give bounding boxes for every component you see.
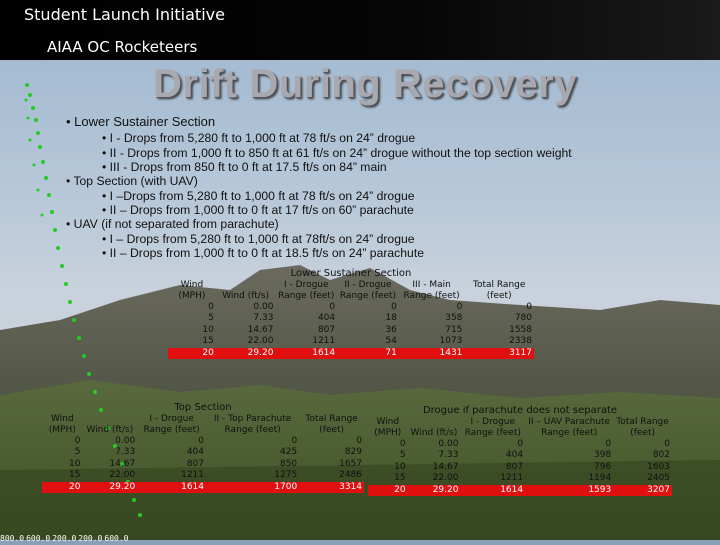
lower-table-cell: 0 bbox=[526, 301, 532, 312]
uav-header-wind-fts: Wind (ft/s) bbox=[410, 427, 458, 438]
top-table-cell: 1614 bbox=[137, 482, 206, 494]
bullet-uav-1: • I – Drops from 5,280 ft to 1,000 ft at 78ft/s on 24” drogue bbox=[102, 232, 415, 246]
top-table-cell: 425 bbox=[279, 447, 298, 458]
uav-table-cell: 1194 bbox=[588, 473, 612, 484]
top-table-cell: 5 bbox=[74, 447, 81, 458]
top-table-cell: 7.33 bbox=[115, 447, 136, 458]
bullet-top-2: • II – Drops from 1,000 ft to 0 ft at 17 ft/s on 60” parachute bbox=[102, 203, 414, 217]
uav-table-cell: 802 bbox=[652, 450, 670, 461]
uav-table-cell: 5 bbox=[399, 450, 406, 461]
top-table-cell: 0.00 bbox=[115, 435, 136, 446]
uav-table-cell: 398 bbox=[594, 450, 612, 461]
top-table-cell: 0 bbox=[74, 435, 81, 446]
uav-table-cell: 1593 bbox=[525, 485, 613, 497]
lower-table-cell: 0 bbox=[391, 301, 397, 312]
top-table-cell: 29.20 bbox=[83, 482, 138, 494]
lower-table-cell: 7.33 bbox=[253, 313, 274, 324]
bullet-top-text: Top Section (with UAV) bbox=[73, 174, 198, 188]
lower-header-drogue-1: I - Drogue Range (feet) bbox=[278, 279, 335, 301]
uav-table-cell: 0 bbox=[605, 438, 612, 449]
uav-table-cell: 1603 bbox=[647, 461, 670, 472]
top-table-cell: 14.67 bbox=[109, 458, 136, 469]
uav-header-total: Total Range (feet) bbox=[616, 416, 669, 438]
lower-table-row bbox=[168, 336, 534, 348]
bullet-top-2-text: II – Drops from 1,000 ft to 0 ft at 17 ft/s on 60” parachute bbox=[109, 203, 414, 217]
uav-table-cell: 29.20 bbox=[408, 485, 461, 497]
uav-table-cell: 20 bbox=[368, 485, 408, 497]
uav-header-drogue: I - Drogue Range (feet) bbox=[464, 416, 521, 438]
lower-table-cell: 807 bbox=[317, 324, 336, 335]
lower-table-cell: 36 bbox=[385, 324, 397, 335]
top-table-cell: 829 bbox=[344, 447, 362, 458]
lower-table-cell: 29.20 bbox=[216, 348, 276, 360]
top-table-cell: 1657 bbox=[339, 458, 362, 469]
lower-header-total: Total Range (feet) bbox=[473, 279, 526, 301]
bullet-lower-3-text: III - Drops from 850 ft to 0 ft at 17.5 ft/s on 84” main bbox=[109, 160, 387, 174]
top-table-row bbox=[42, 436, 364, 448]
top-header-wind-fts: Wind (ft/s) bbox=[86, 424, 134, 435]
bullet-uav-2-text: II – Drops from 1,000 ft to 0 ft at 18.5 ft/s on 24” parachute bbox=[109, 246, 424, 260]
uav-table-row bbox=[368, 473, 672, 485]
uav-table-cell: 7.33 bbox=[438, 450, 459, 461]
bullet-top: • Top Section (with UAV) bbox=[66, 174, 198, 188]
uav-table-cell: 0 bbox=[664, 438, 670, 449]
uav-table-row bbox=[368, 462, 672, 474]
uav-table-cell: 796 bbox=[594, 461, 612, 472]
uav-table-caption: Drogue if parachute does not separate bbox=[422, 405, 618, 417]
uav-table-cell: 0 bbox=[517, 438, 524, 449]
bullet-lower-text: Lower Sustainer Section bbox=[74, 114, 216, 129]
uav-table-cell: 1211 bbox=[500, 473, 524, 484]
top-table-row bbox=[42, 459, 364, 471]
lower-table-cell: 3117 bbox=[464, 348, 534, 360]
top-table-cell: 0 bbox=[198, 435, 205, 446]
uav-table-cell: 2405 bbox=[647, 473, 670, 484]
uav-table-cell: 14.67 bbox=[432, 461, 459, 472]
lower-table-cell: 1614 bbox=[275, 348, 337, 360]
uav-table-cell: 807 bbox=[505, 461, 524, 472]
lower-table-cell: 358 bbox=[445, 313, 463, 324]
axis-tick-label: 600.0 bbox=[26, 534, 51, 543]
top-table-cell: 3314 bbox=[299, 482, 364, 494]
top-table-cell: 1275 bbox=[274, 470, 298, 481]
axis-strip bbox=[0, 526, 300, 543]
bullet-lower: • Lower Sustainer Section bbox=[66, 114, 216, 129]
bullet-uav-text: UAV (if not separated from parachute) bbox=[73, 217, 279, 231]
top-table-cell: 10 bbox=[69, 458, 81, 469]
top-table-cell: 0 bbox=[356, 435, 362, 446]
lower-table-cell: 14.67 bbox=[247, 324, 274, 335]
lower-table-cell: 10 bbox=[202, 324, 214, 335]
lower-header-main: III - Main Range (feet) bbox=[403, 279, 460, 301]
lower-table-row bbox=[168, 348, 534, 360]
lower-table-caption: Lower Sustainer Section bbox=[290, 268, 412, 280]
lower-header-wind-mph: Wind (MPH) bbox=[178, 279, 206, 301]
top-table-cell: 0 bbox=[291, 435, 298, 446]
uav-table-cell: 404 bbox=[505, 450, 524, 461]
lower-header-drogue-2: II - Drogue Range (feet) bbox=[339, 279, 397, 301]
lower-table-cell: 1211 bbox=[312, 336, 336, 347]
bullet-uav-2: • II – Drops from 1,000 ft to 0 ft at 18.5 ft/s on 24” parachute bbox=[102, 246, 424, 260]
top-header-drogue: I - Drogue Range (feet) bbox=[143, 413, 200, 435]
top-table-cell: 22.00 bbox=[109, 470, 136, 481]
bullet-lower-2-text: II - Drops from 1,000 ft to 850 ft at 61 ft/s on 24” drogue without the top section weight bbox=[109, 146, 572, 160]
lower-table-cell: 0 bbox=[329, 301, 336, 312]
top-table-cell: 1700 bbox=[206, 482, 299, 494]
top-table-cell: 20 bbox=[42, 482, 83, 494]
header-bar bbox=[0, 0, 720, 60]
top-table-cell: 850 bbox=[279, 458, 298, 469]
bullet-uav-1-text: I – Drops from 5,280 ft to 1,000 ft at 78ft/s on 24” drogue bbox=[109, 232, 415, 246]
axis-tick-label: 200.0 bbox=[52, 534, 77, 543]
top-table-row bbox=[42, 447, 364, 459]
top-table-cell: 404 bbox=[186, 447, 205, 458]
lower-table-cell: 1431 bbox=[399, 348, 465, 360]
lower-table-cell: 780 bbox=[514, 313, 532, 324]
axis-tick-label: 600.0 bbox=[104, 534, 129, 543]
lower-table-cell: 0 bbox=[456, 301, 463, 312]
top-table-cell: 15 bbox=[69, 470, 81, 481]
uav-table-cell: 15 bbox=[394, 473, 406, 484]
lower-table-row bbox=[168, 302, 534, 314]
lower-table-row bbox=[168, 325, 534, 337]
top-table-caption: Top Section bbox=[174, 402, 232, 414]
header-subtitle: AIAA OC Rocketeers bbox=[47, 38, 198, 56]
lower-sustainer-table bbox=[168, 268, 534, 359]
lower-table-row bbox=[168, 313, 534, 325]
header-title: Student Launch Initiative bbox=[24, 5, 225, 24]
lower-table-cell: 1558 bbox=[509, 324, 532, 335]
lower-table-cell: 5 bbox=[208, 313, 214, 324]
uav-table-row bbox=[368, 450, 672, 462]
axis-tick-label: 800.0 bbox=[0, 534, 25, 543]
axis-tick-label: 200.0 bbox=[78, 534, 103, 543]
uav-table-row bbox=[368, 485, 672, 497]
bullet-lower-1: • I - Drops from 5,280 ft to 1,000 ft at 78 ft/s on 24” drogue bbox=[102, 131, 416, 145]
lower-table-cell: 0 bbox=[208, 301, 214, 312]
uav-table-cell: 22.00 bbox=[432, 473, 459, 484]
bullet-lower-2: • II - Drops from 1,000 ft to 850 ft at 61 ft/s on 24” drogue without the top section weight bbox=[102, 146, 572, 160]
top-table-cell: 1211 bbox=[181, 470, 205, 481]
bullet-lower-1-text: I - Drops from 5,280 ft to 1,000 ft at 78 ft/s on 24” drogue bbox=[109, 131, 416, 145]
bullet-uav: • UAV (if not separated from parachute) bbox=[66, 217, 279, 231]
uav-table-cell: 10 bbox=[394, 461, 406, 472]
top-header-total: Total Range (feet) bbox=[305, 413, 358, 435]
uav-table-cell: 0 bbox=[399, 438, 406, 449]
uav-table-cell: 0.00 bbox=[438, 438, 459, 449]
lower-table-cell: 1073 bbox=[439, 336, 463, 347]
top-table-row bbox=[42, 470, 364, 482]
top-table-row bbox=[42, 482, 364, 494]
top-table-cell: 2486 bbox=[339, 470, 362, 481]
bullet-top-1: • I –Drops from 5,280 ft to 1,000 ft at 78 ft/s on 24” drogue bbox=[102, 189, 415, 203]
lower-table-cell: 2338 bbox=[509, 336, 532, 347]
lower-table-cell: 715 bbox=[445, 324, 463, 335]
uav-header-parachute: II – UAV Parachute Range (feet) bbox=[528, 416, 611, 438]
lower-table-cell: 0.00 bbox=[253, 301, 274, 312]
lower-table-cell: 71 bbox=[337, 348, 399, 360]
bullet-top-1-text: I –Drops from 5,280 ft to 1,000 ft at 78 ft/s on 24” drogue bbox=[109, 189, 415, 203]
lower-header-wind-fts: Wind (ft/s) bbox=[222, 290, 269, 301]
lower-table-cell: 18 bbox=[385, 313, 397, 324]
bullet-lower-3: • III - Drops from 850 ft to 0 ft at 17.5 ft/s on 84” main bbox=[102, 160, 387, 174]
lower-table-cell: 54 bbox=[385, 336, 397, 347]
top-section-table bbox=[42, 402, 364, 493]
lower-table-cell: 404 bbox=[317, 313, 336, 324]
slide-title: Drift During Recovery bbox=[153, 62, 577, 106]
uav-table-row bbox=[368, 439, 672, 451]
uav-table bbox=[368, 405, 672, 496]
lower-table-cell: 15 bbox=[202, 336, 214, 347]
top-header-parachute: II - Top Parachute Range (feet) bbox=[213, 413, 292, 435]
uav-table-cell: 3207 bbox=[613, 485, 672, 497]
uav-header-wind-mph: Wind (MPH) bbox=[374, 416, 402, 438]
uav-table-cell: 1614 bbox=[460, 485, 525, 497]
lower-table-cell: 22.00 bbox=[247, 336, 274, 347]
top-header-wind-mph: Wind (MPH) bbox=[48, 413, 76, 435]
lower-table-cell: 20 bbox=[168, 348, 216, 360]
top-table-cell: 807 bbox=[186, 458, 205, 469]
